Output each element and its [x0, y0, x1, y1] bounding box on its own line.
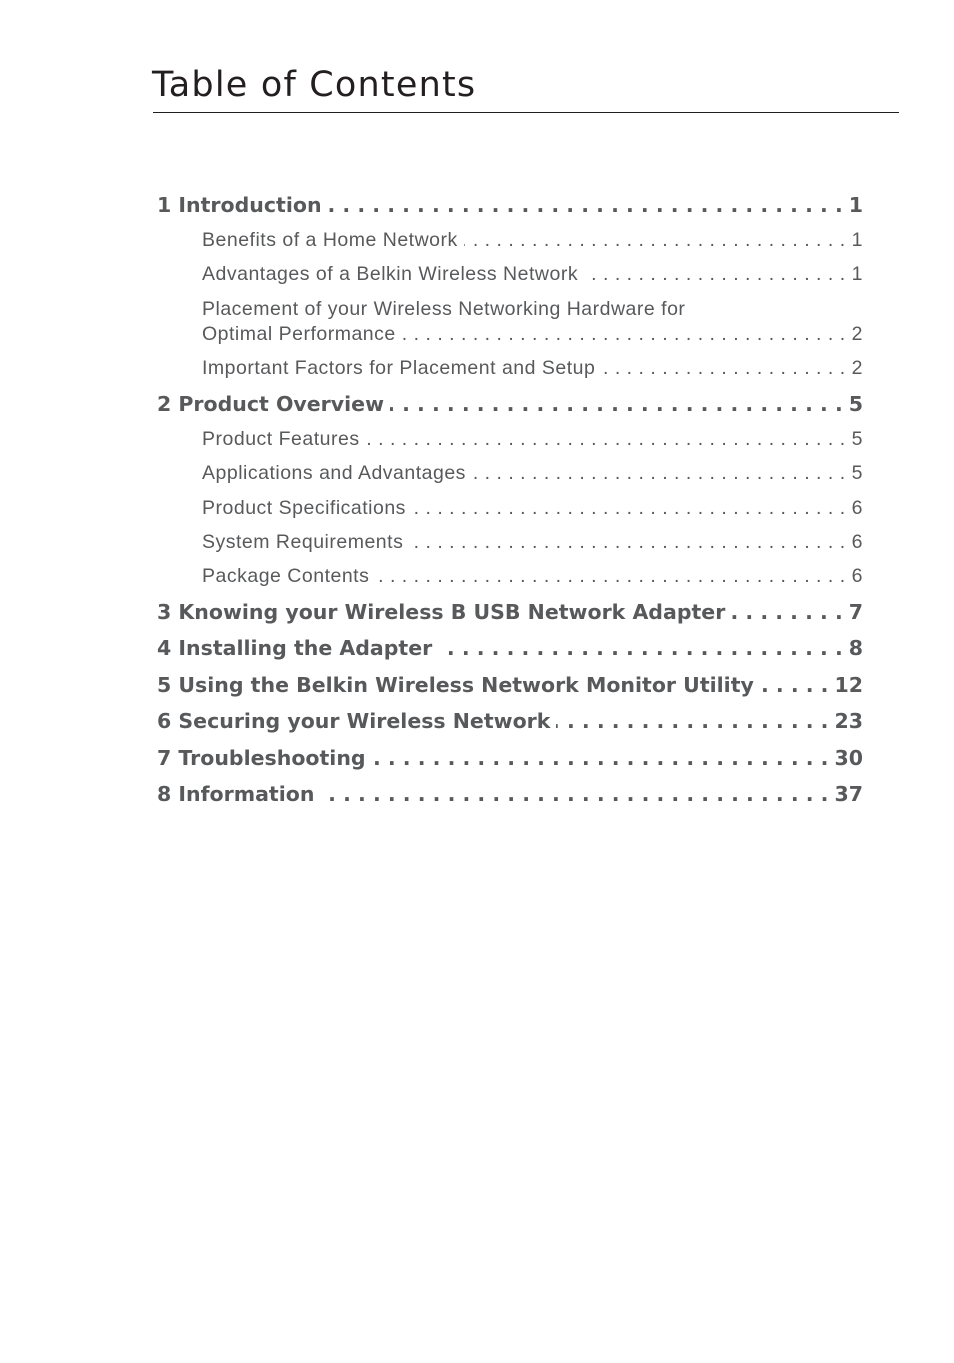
toc-entry-page: 2 — [851, 323, 863, 345]
dot-leader — [412, 495, 846, 521]
toc-entry-package-contents[interactable] — [202, 563, 863, 589]
toc-entry-system-requirements[interactable] — [202, 529, 863, 555]
toc-entry-page: 5 — [851, 462, 863, 484]
toc-entry-product-specifications[interactable] — [202, 495, 863, 521]
dot-leader — [601, 355, 845, 381]
toc-entry-applications-and-advantages[interactable] — [202, 460, 863, 486]
toc-entry-label: 5 Using the Belkin Wireless Network Monitor Utility — [157, 673, 754, 697]
dot-leader — [584, 261, 846, 287]
toc-entry-label: 7 Troubleshooting — [157, 746, 366, 770]
toc-entry-page: 7 — [848, 600, 863, 624]
toc-entry-page: 5 — [848, 392, 863, 416]
toc-entry-page: 1 — [851, 229, 863, 251]
dot-leader — [375, 563, 845, 589]
toc-entry-information[interactable] — [157, 779, 863, 809]
toc-entry-page: 1 — [851, 263, 863, 285]
toc-entry-label: Benefits of a Home Network — [202, 229, 458, 251]
toc-entry-label: System Requirements — [202, 531, 404, 553]
toc-entry-page: 8 — [848, 636, 863, 660]
toc-entry-label: 4 Installing the Adapter — [157, 636, 433, 660]
toc-entry-label: Package Contents — [202, 565, 370, 587]
toc-entry-benefits-of-a-home-network[interactable] — [202, 227, 863, 253]
dot-leader — [402, 321, 846, 347]
toc-entry-page: 37 — [834, 782, 863, 806]
toc-entry-label: 6 Securing your Wireless Network — [157, 709, 551, 733]
toc-entry-label: Product Specifications — [202, 497, 406, 519]
toc-entry-page: 5 — [851, 428, 863, 450]
toc-entry-installing-the-adapter[interactable] — [157, 633, 863, 663]
toc-entry-label: 8 Information — [157, 782, 315, 806]
toc-entry-product-features[interactable] — [202, 426, 863, 452]
page-title: Table of Contents — [152, 65, 477, 105]
toc-entry-page: 23 — [834, 709, 863, 733]
toc-entry-product-overview[interactable] — [157, 389, 863, 419]
toc-entry-label: Optimal Performance — [202, 323, 396, 345]
toc-entry-introduction[interactable] — [157, 190, 863, 220]
dot-leader — [328, 190, 843, 220]
toc-entry-advantages-of-belkin-wireless-network[interactable] — [202, 261, 863, 287]
toc-entry-page: 6 — [851, 531, 863, 553]
toc-entry-page: 1 — [848, 193, 863, 217]
toc-entry-label: 1 Introduction — [157, 193, 322, 217]
toc-entry-page: 6 — [851, 497, 863, 519]
toc-entry-label: Advantages of a Belkin Wireless Network — [202, 263, 579, 285]
toc-entry-label: Product Features — [202, 428, 360, 450]
toc-entry-page: 30 — [834, 746, 863, 770]
dot-leader — [320, 779, 828, 809]
toc-entry-placement-of-hardware[interactable] — [202, 321, 863, 347]
dot-leader — [472, 460, 846, 486]
dot-leader — [372, 743, 829, 773]
toc-entry-label: 2 Product Overview — [157, 392, 385, 416]
toc-entry-label: 3 Knowing your Wireless B USB Network Adapter — [157, 600, 726, 624]
toc-entry-label: Applications and Advantages — [202, 462, 466, 484]
toc-entry-page: 2 — [851, 357, 863, 379]
toc-entry-page: 12 — [834, 673, 863, 697]
dot-leader — [760, 670, 829, 700]
toc-entry-label: Important Factors for Placement and Setup — [202, 357, 596, 379]
dot-leader — [464, 227, 846, 253]
dot-leader — [438, 633, 842, 663]
dot-leader — [556, 706, 828, 736]
toc-entry-securing-wireless-network[interactable] — [157, 706, 863, 736]
dot-leader — [409, 529, 845, 555]
toc-entry-placement-first-line[interactable]: Placement of your Wireless Networking Hardware for — [202, 298, 686, 320]
dot-leader — [366, 426, 846, 452]
toc-entry-important-factors[interactable] — [202, 355, 863, 381]
toc-entry-network-monitor-utility[interactable] — [157, 670, 863, 700]
dot-leader — [390, 389, 843, 419]
dot-leader — [731, 597, 842, 627]
toc-entry-page: 6 — [851, 565, 863, 587]
toc-entry-troubleshooting[interactable] — [157, 743, 863, 773]
toc-entry-knowing-your-adapter[interactable] — [157, 597, 863, 627]
